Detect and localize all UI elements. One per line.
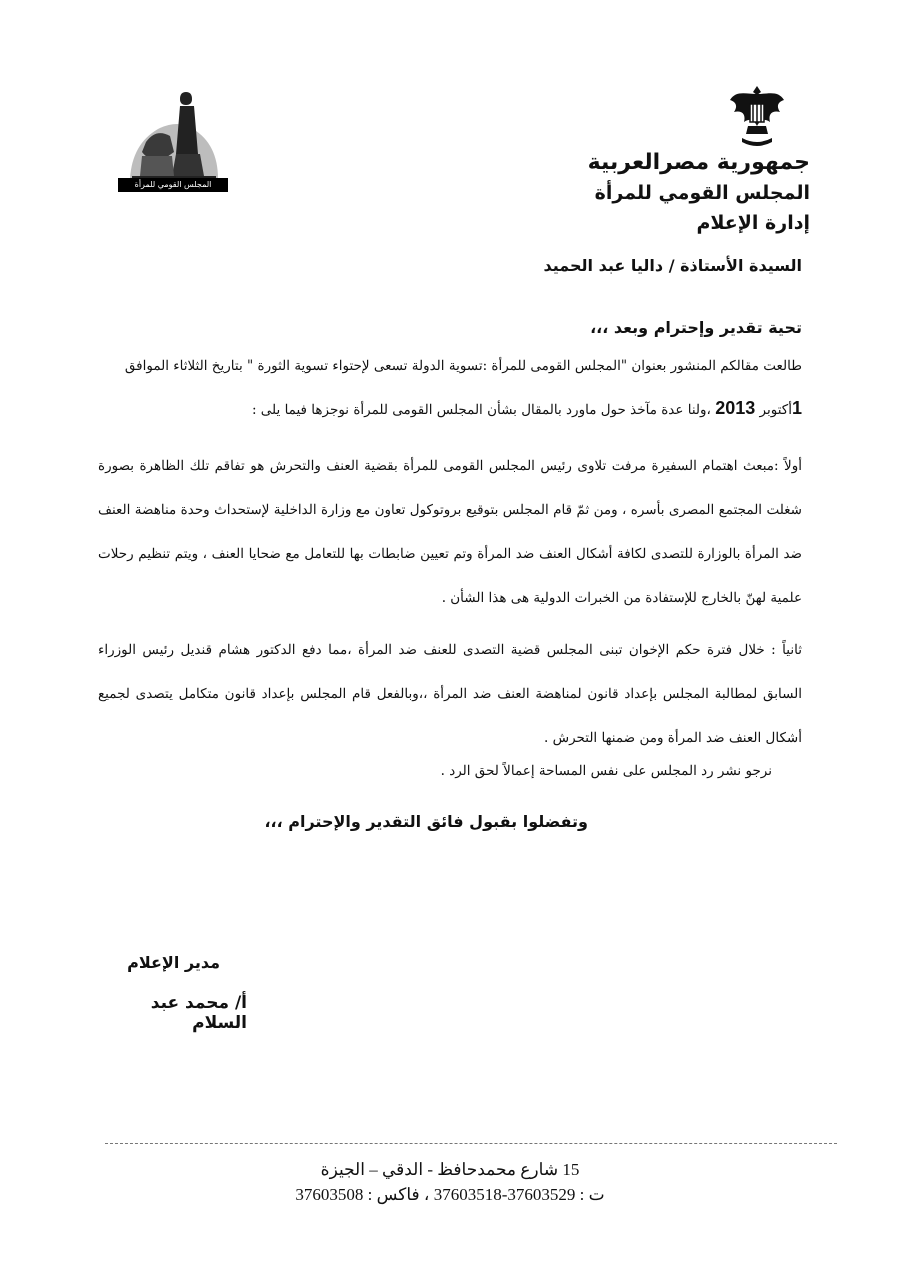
letterhead [570,148,810,238]
addressee: السيدة الأستاذة / داليا عبد الحميد [543,256,802,275]
ncw-logo [118,84,228,194]
paragraph-second-point: ثانياً : خلال فترة حكم الإخوان تبنى المجلس قضية التصدى للعنف ضد المرأة ،مما دفع الدكتور هشام قنديل رئيس الوزراء السابق لمطالبة المجلس بإعداد قانون لمناهضة العنف ضد المرأة ،،وبالفعل قام المجلس بإعداد قانون متكامل يتصدى لجميع أشكال العنف ضد المرأة ومن ضمنها التحرش . [98,642,802,746]
paragraph-intro: طالعت مقالكم المنشور بعنوان "المجلس القومى للمرأة :تسوية الدولة تسعى لإحتواء تسوية الثورة " بتاريخ الثلاثاء الموافق [124,358,802,374]
signature-name: أ/ محمد عبد السلام [150,993,247,1033]
council-name: المجلس القومي للمرأة [594,182,810,204]
closing: وتفضلوا بقبول فائق التقدير والإحترام ،،، [264,812,588,831]
egypt-eagle-emblem-icon [728,82,786,148]
logo-caption: المجلس القومي للمرأة [118,178,228,192]
paragraph-date [98,398,802,420]
paragraph-date-rest: ،ولنا عدة مآخذ حول ماورد بالمقال بشأن المجلس القومى للمرأة نوجزها فيما يلى : [251,402,711,418]
paragraph-first-point: أولاً :مبعث اهتمام السفيرة مرفت تلاوى رئيس المجلس القومى للمرأة بقضية العنف والتحرش هو تفاقم تلك الظاهرة بصورة شغلت المجتمع المصرى بأسره ، ومن ثمّ قام المجلس بتوقيع بروتوكول تعاون مع وزارة الداخلية لإستحداث وحدة مناهضة العنف ضد المرأة بالوزارة للتصدى لكافة أشكال العنف ضد المرأة وتم تعيين ضابطات بها للتعامل مع ضحايا العنف ، ويتم تنظيم رحلات علمية لهنّ بالخارج للإستفادة من الخبرات الدولية هى هذا الشأن . [98,458,802,606]
footer-divider [105,1143,837,1144]
department-name: إدارة الإعلام [696,212,810,234]
paragraph-request: نرجو نشر رد المجلس على نفس المساحة إعمالاً لحق الرد . [440,763,772,779]
footer-address: 15 شارع محمدحافظ - الدقي – الجيزة [320,1160,580,1179]
date-year: 2013 [715,398,756,418]
greeting: تحية تقدير وإحترام وبعد ،،، [590,318,802,337]
date-day: 1 [791,398,802,418]
date-month: أكتوبر [759,402,792,418]
country-name: جمهورية مصرالعربية [587,150,810,175]
signature-title: مدير الإعلام [127,953,220,972]
footer-contact: ت : 37603529-37603518 ، فاكس : 37603508 [295,1185,605,1204]
